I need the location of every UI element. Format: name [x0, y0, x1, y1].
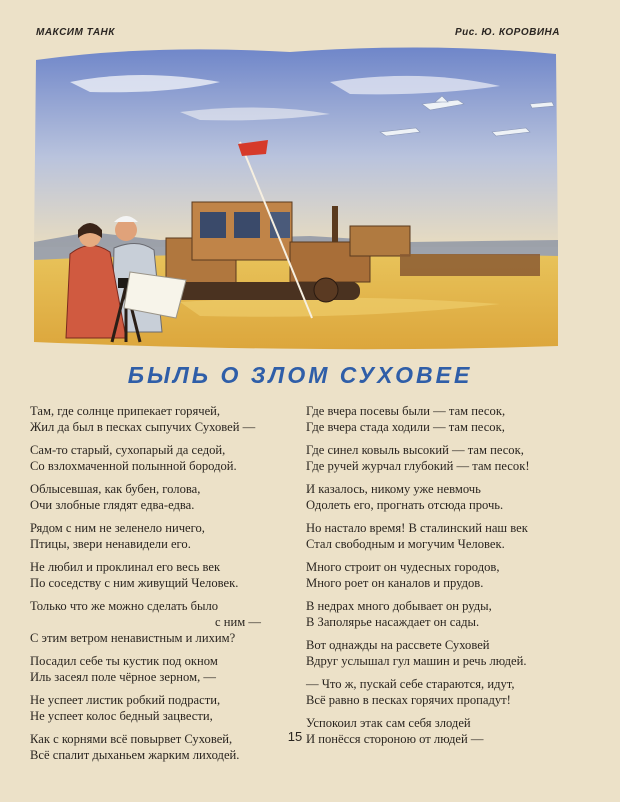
poem-line: Сам-то старый, сухопарый да седой, — [30, 443, 226, 457]
poem-line: Стал свободным и могучим Человек. — [306, 537, 505, 551]
poem-column-left — [30, 403, 292, 770]
poem-line: И казалось, никому уже невмочь — [306, 482, 481, 496]
poem-line: Вдруг услышал гул машин и речь людей. — [306, 654, 527, 668]
stanza — [30, 692, 292, 724]
poem-line: Рядом с ним не зеленело ничего, — [30, 521, 205, 535]
poem-line: Только что же можно сделать было — [30, 599, 219, 613]
stanza — [30, 481, 292, 513]
tractor-in-desert-illustration — [30, 42, 562, 352]
poem-line: Где ручей журчал глубокий — там песок! — [306, 459, 530, 473]
poem-column-right — [306, 403, 568, 754]
poem-line: Жил да был в песках сыпучих Суховей — — [30, 420, 256, 434]
poem-line: Очи злобные глядят едва-едва. — [30, 498, 195, 512]
poem-line: Птицы, звери ненавидели его. — [30, 537, 191, 551]
poem-line: Где вчера посевы были — там песок, — [306, 404, 506, 418]
stanza — [306, 520, 568, 552]
poem-line: Со взлохмаченной полынной бородой. — [30, 459, 237, 473]
poem-line: с ним — — [215, 615, 261, 629]
poem-line: В недрах много добывает он руды, — [306, 599, 492, 613]
poem-line: Посадил себе ты кустик под окном — [30, 654, 218, 668]
stanza — [30, 598, 292, 646]
poem-title: БЫЛЬ О ЗЛОМ СУХОВЕЕ — [127, 362, 473, 388]
stanza — [306, 481, 568, 513]
poem-line: Всё равно в песках горячих пропадут! — [306, 693, 511, 707]
poem-line: С этим ветром ненавистным и лихим? — [30, 631, 236, 645]
stanza — [30, 653, 292, 685]
poem-line: Одолеть его, прогнать отсюда прочь. — [306, 498, 504, 512]
page-header — [36, 27, 560, 38]
poem-line: В Заполярье насаждает он сады. — [306, 615, 480, 629]
stanza — [30, 442, 292, 474]
poem-line: Много роет он каналов и прудов. — [306, 576, 484, 590]
stanza — [306, 637, 568, 669]
poem-line: Как с корнями всё повырвет Суховей, — [30, 732, 233, 746]
poem-line: — Что ж, пускай себе стараются, идут, — [306, 677, 515, 691]
poem-line: Облысевшая, как бубен, голова, — [30, 482, 201, 496]
stanza — [306, 598, 568, 630]
stanza — [306, 559, 568, 591]
poem-line: Где синел ковыль высокий — там песок, — [306, 443, 524, 457]
stanza — [306, 676, 568, 708]
poem-line: И понёсся стороною от людей — — [306, 732, 484, 746]
poem-line: Там, где солнце припекает горячей, — [30, 404, 221, 418]
poem-line: Не успеет листик робкий подрасти, — [30, 693, 221, 707]
stanza — [306, 403, 568, 435]
poem-line: Иль засеял поле чёрное зерном, — — [30, 670, 216, 684]
author-name: МАКСИМ ТАНК — [36, 27, 115, 38]
stanza — [30, 403, 292, 435]
poem-line: По соседству с ним живущий Человек. — [30, 576, 239, 590]
poem-line: Где вчера стада ходили — там песок, — [306, 420, 505, 434]
page-number: 15 — [287, 729, 303, 744]
illustrator-credit: Рис. Ю. КОРОВИНА — [455, 27, 560, 38]
poem-line: Вот однажды на рассвете Суховей — [306, 638, 490, 652]
poem-line: Много строит он чудесных городов, — [306, 560, 500, 574]
poem-line: Успокоил этак сам себя злодей — [306, 716, 471, 730]
stanza — [306, 442, 568, 474]
poem-line: Но настало время! В сталинский наш век — [306, 521, 528, 535]
stanza — [30, 559, 292, 591]
stanza — [30, 520, 292, 552]
poem-line: Не успеет колос бедный зацвести, — [30, 709, 213, 723]
poem-line: Не любил и проклинал его весь век — [30, 560, 221, 574]
poem-line: Всё спалит дыханьем жарким лиходей. — [30, 748, 240, 762]
